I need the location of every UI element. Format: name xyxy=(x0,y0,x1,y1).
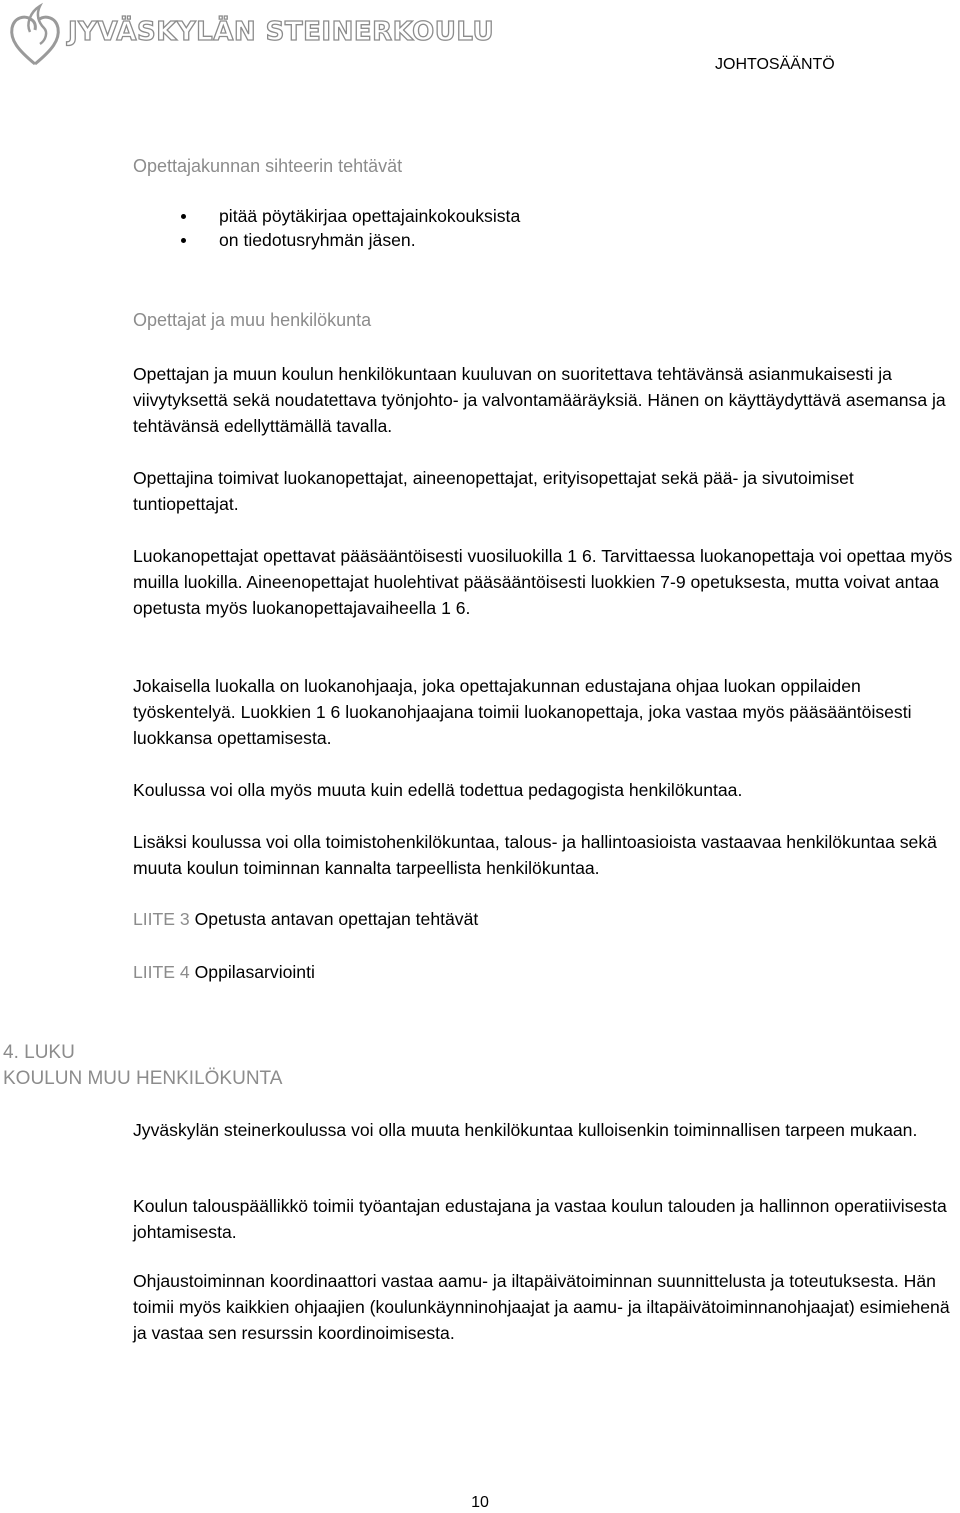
school-name: JYVÄSKYLÄN STEINERKOULU xyxy=(68,17,495,47)
paragraph: Lisäksi koulussa voi olla toimistohenkilökuntaa, talous- ja hallintoasioista vastaavaa henkilökuntaa sekä muuta koulun toiminnan kannalta tarpeellista henkilökuntaa. xyxy=(133,832,937,878)
paragraph: Jyväskylän steinerkoulussa voi olla muuta henkilökuntaa kulloisenkin toiminnallisen tarpeen mukaan. xyxy=(133,1120,918,1140)
secretary-bullet-list xyxy=(133,204,520,252)
appendix-4 xyxy=(133,962,315,983)
paragraph: Luokanopettajat opettavat pääsääntöisesti vuosiluokilla 1 6. Tarvittaessa luokanopettaja voi opettaa myös muilla luokilla. Aineenopettajat huolehtivat pääsääntöisesti luokkien 7-9 opetuksesta, mutta voivat antaa opetusta myös luokanopettajavaiheella 1 6. xyxy=(133,546,953,618)
appendix-3 xyxy=(133,909,478,930)
paragraph: Opettajina toimivat luokanopettajat, aineenopettajat, erityisopettajat sekä pää- ja sivutoimiset tuntiopettajat. xyxy=(133,468,854,514)
appendix-4-text: Oppilasarviointi xyxy=(194,962,315,982)
chapter-title: KOULUN MUU HENKILÖKUNTA xyxy=(3,1068,283,1089)
appendix-4-label: LIITE 4 xyxy=(133,962,190,982)
paragraph: Koulussa voi olla myös muuta kuin edellä todettua pedagogista henkilökuntaa. xyxy=(133,780,743,800)
school-logo xyxy=(8,2,495,68)
list-item: pitää pöytäkirjaa opettajainkokouksista xyxy=(133,204,520,228)
appendix-3-label: LIITE 3 xyxy=(133,909,190,929)
paragraph: Koulun talouspäällikkö toimii työantajan edustajana ja vastaa koulun talouden ja hallinnon operatiivisesta johtamisesta. xyxy=(133,1196,947,1242)
page-number: 10 xyxy=(471,1494,489,1511)
paragraph: Ohjaustoiminnan koordinaattori vastaa aamu- ja iltapäivätoiminnan suunnittelusta ja toteutuksesta. Hän toimii myös kaikkien ohjaajien (koulunkäynninohjaajat ja aamu- ja iltapäivätoiminnanohjaajat) esimiehenä ja vastaa sen resurssin koordinoimisesta. xyxy=(133,1271,950,1343)
paragraph: Opettajan ja muun koulun henkilökuntaan kuuluvan on suoritettava tehtävänsä asianmukaisesti ja viivytyksettä sekä noudatettava työnjohto- ja valvontamääräyksiä. Hänen on käyttäydyttävä asemansa ja tehtävänsä edellyttämällä tavalla. xyxy=(133,364,946,436)
chapter-number: 4. LUKU xyxy=(3,1042,75,1063)
staff-heading: Opettajat ja muu henkilökunta xyxy=(133,310,372,330)
secretary-heading: Opettajakunnan sihteerin tehtävät xyxy=(133,156,403,176)
paragraph: Jokaisella luokalla on luokanohjaaja, joka opettajakunnan edustajana ohjaa luokan oppilaiden työskentelyä. Luokkien 1 6 luokanohjaajana toimii luokanopettaja, joka vastaa myös pääsääntöisesti luokkansa opettamisesta. xyxy=(133,676,912,748)
list-item: on tiedotusryhmän jäsen. xyxy=(133,228,520,252)
appendix-3-text: Opetusta antavan opettajan tehtävät xyxy=(194,909,479,929)
heart-logo-icon xyxy=(8,2,64,68)
document-header-title: JOHTOSÄÄNTÖ xyxy=(715,56,835,73)
